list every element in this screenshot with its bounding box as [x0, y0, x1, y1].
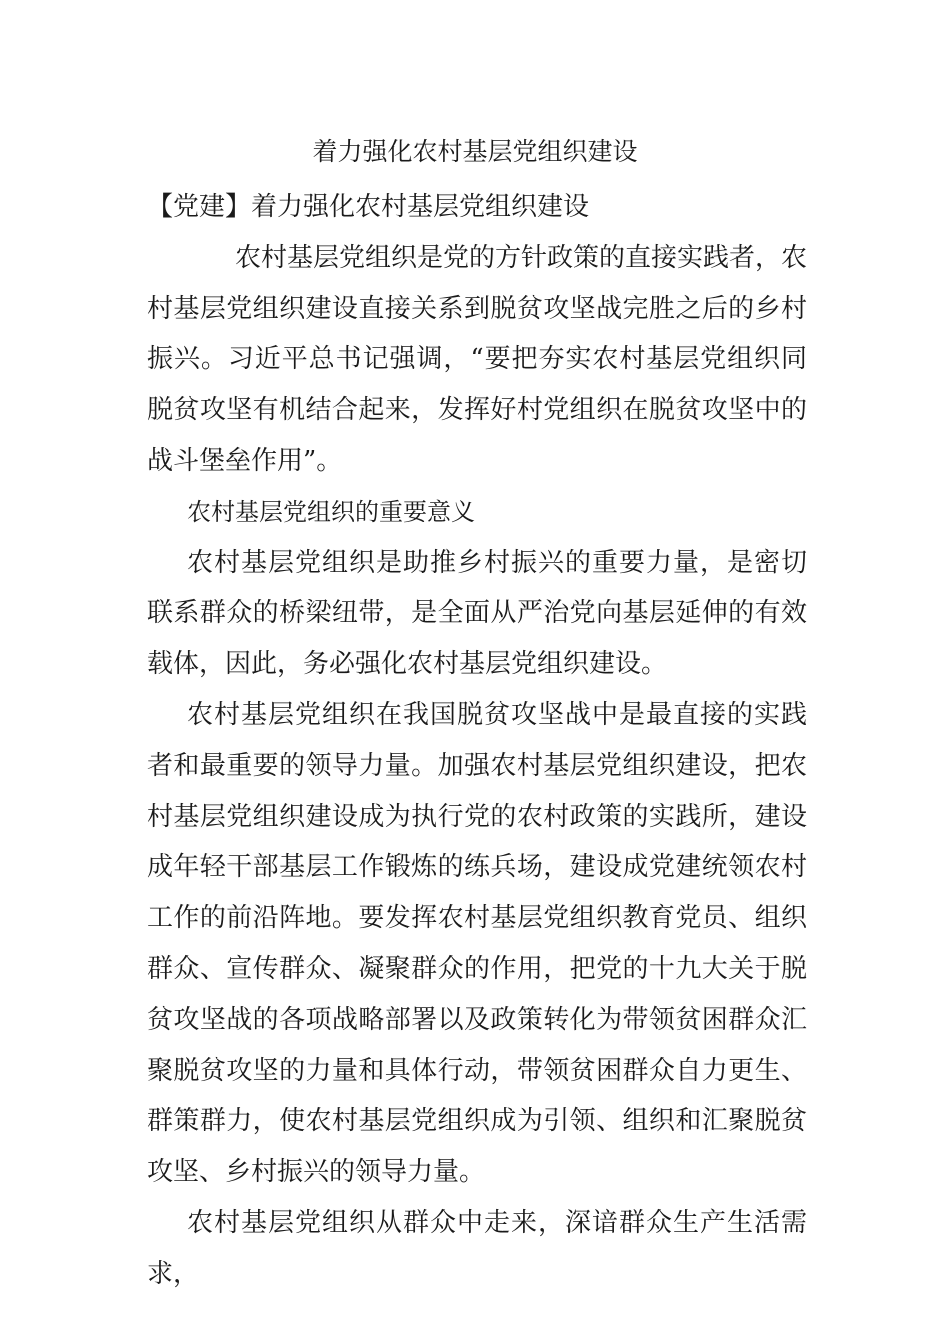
paragraph-intro: 农村基层党组织是党的方针政策的直接实践者，农村基层党组织建设直接关系到脱贫攻坚战完胜之后的乡村振兴。习近平总书记强调，“要把夯实农村基层党组织同脱贫攻坚有机结合起来，发挥好村党组织在脱贫攻坚中的战斗堡垒作用”。	[147, 242, 808, 476]
document-body	[147, 182, 807, 1300]
paragraph-masses: 农村基层党组织从群众中走来，深谙群众生产生活需求，	[147, 1207, 807, 1289]
paragraph-practice: 农村基层党组织在我国脱贫攻坚战中是最直接的实践者和最重要的领导力量。加强农村基层党组织建设，把农村基层党组织建设成为执行党的农村政策的实践所，建设成年轻干部基层工作锻炼的练兵场，建设成党建统领农村工作的前沿阵地。要发挥农村基层党组织教育党员、组织群众、宣传群众、凝聚群众的作用，把党的十九大关于脱贫攻坚战的各项战略部署以及政策转化为带领贫困群众汇聚脱贫攻坚的力量和具体行动，带领贫困群众自力更生、群策群力，使农村基层党组织成为引领、组织和汇聚脱贫攻坚、乡村振兴的领导力量。	[147, 699, 807, 1188]
document-subtitle: 【党建】着力强化农村基层党组织建设	[147, 192, 590, 222]
paragraph-importance: 农村基层党组织是助推乡村振兴的重要力量，是密切联系群众的桥梁纽带，是全面从严治党向基层延伸的有效载体，因此，务必强化农村基层党组织建设。	[147, 547, 807, 680]
document-title: 着力强化农村基层党组织建设	[312, 137, 638, 166]
section-heading-importance: 农村基层党组织的重要意义	[187, 497, 475, 526]
